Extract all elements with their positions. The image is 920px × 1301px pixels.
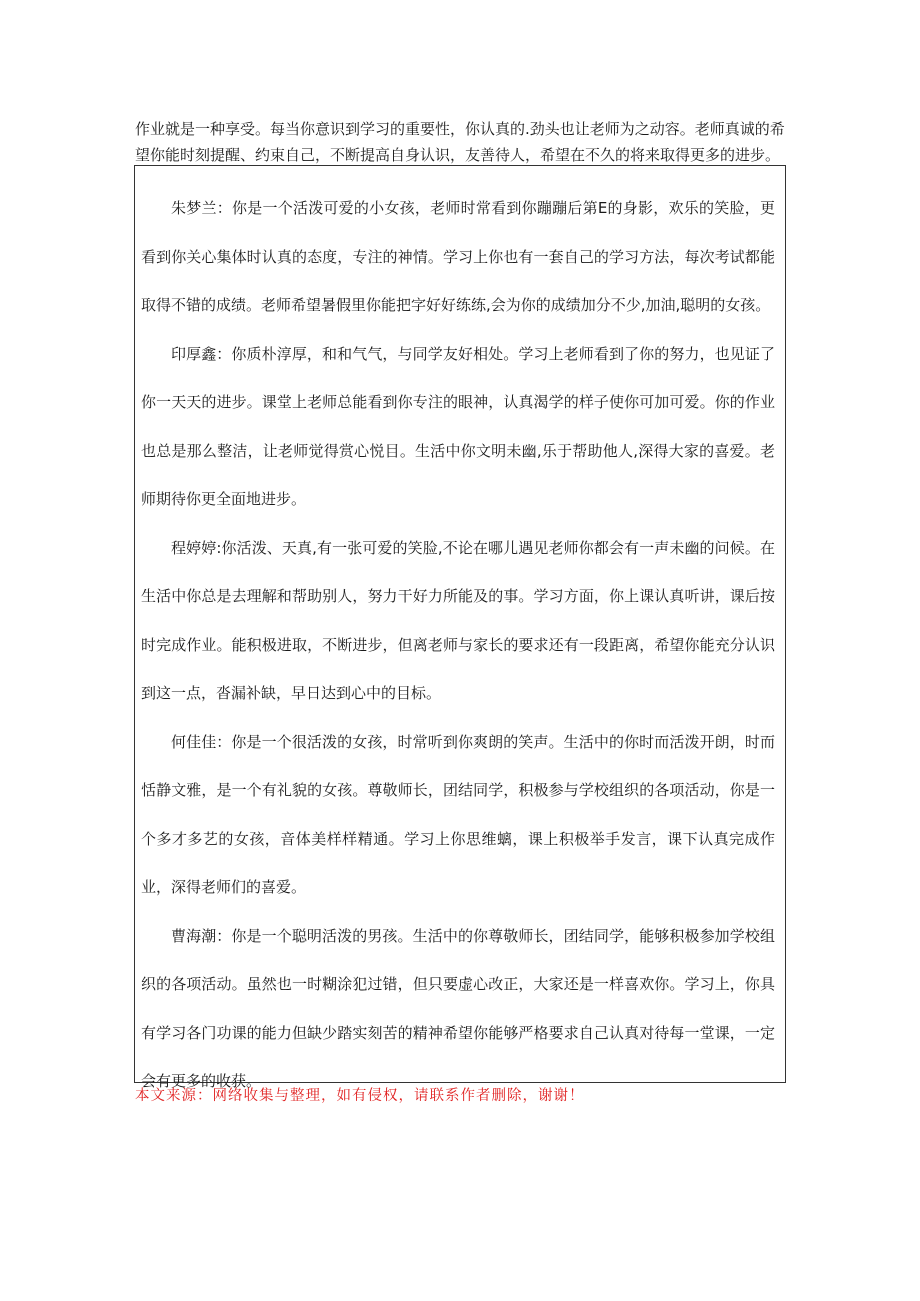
comment-he-jiajia: 何佳佳：你是一个很活泼的女孩，时常听到你爽朗的笑声。生活中的你时而活泼开朗，时而恬静文雅，是一个有礼貌的女孩。尊敬师长，团结同学，积极参与学校组织的各项活动，你是一个多才多艺的女孩，音体美样样精通。学习上你思维螭，课上积极举手发言，课下认真完成作业，深得老师们的喜爱。 — [141, 732, 775, 896]
comment-cheng-tingting: 程婷婷:你活泼、天真,有一张可爱的笑脸,不论在哪儿遇见老师你都会有一声未幽的问候。在生活中你总是去理解和帮助别人，努力干好力所能及的事。学习方面，你上课认真听讲，课后按时完成作业。能积极进取，不断进步，但离老师与家长的要求还有一段距离，希望你能充分认识到这一点，沓漏补缺，早日达到心中的目标。 — [141, 538, 775, 702]
source-note: 本文来源：网络收集与整理，如有侵权，请联系作者删除，谢谢！ — [135, 1088, 585, 1104]
comment-cao-haichao: 曹海潮：你是一个聪明活泼的男孩。生活中的你尊敬师长，团结同学，能够积极参加学校组织的各项活动。虽然也一时糊涂犯过错，但只要虚心改正，大家还是一样喜欢你。学习上，你具有学习各门功课的能力但缺少踏实刻苦的精神希望你能够严格要求自己认真对待每一堂课，一定会有更多的收获。 — [141, 926, 775, 1090]
comments-box — [134, 165, 786, 1090]
comment-zhu-menglan: 朱梦兰：你是一个活泼可爱的小女孩，老师时常看到你蹦蹦后第E的身影，欢乐的笑脸，更看到你关心集体时认真的态度，专注的神情。学习上你也有一套自己的学习方法，每次考试都能取得不错的成绩。老师希望暑假里你能把字好好练练,会为你的成绩加分不少,加油,聪明的女孩。 — [141, 199, 775, 314]
comment-yin-houxin: 印厚鑫：你质朴淳厚，和和气气，与同学友好相处。学习上老师看到了你的努力，也见证了你一天天的进步。课堂上老师总能看到你专注的眼神，认真渴学的样子使你可加可爱。你的作业也总是那么整洁，让老师觉得赏心悦目。生活中你文明未幽,乐于帮助他人,深得大家的喜爱。老师期待你更全面地进步。 — [141, 344, 775, 508]
intro-paragraph: 作业就是一种享受。每当你意识到学习的重要性，你认真的.劲头也让老师为之动容。老师真诚的希望你能时刻提醒、约束自己，不断提高自身认识，友善待人，希望在不久的将来取得更多的进步。 — [135, 120, 785, 164]
